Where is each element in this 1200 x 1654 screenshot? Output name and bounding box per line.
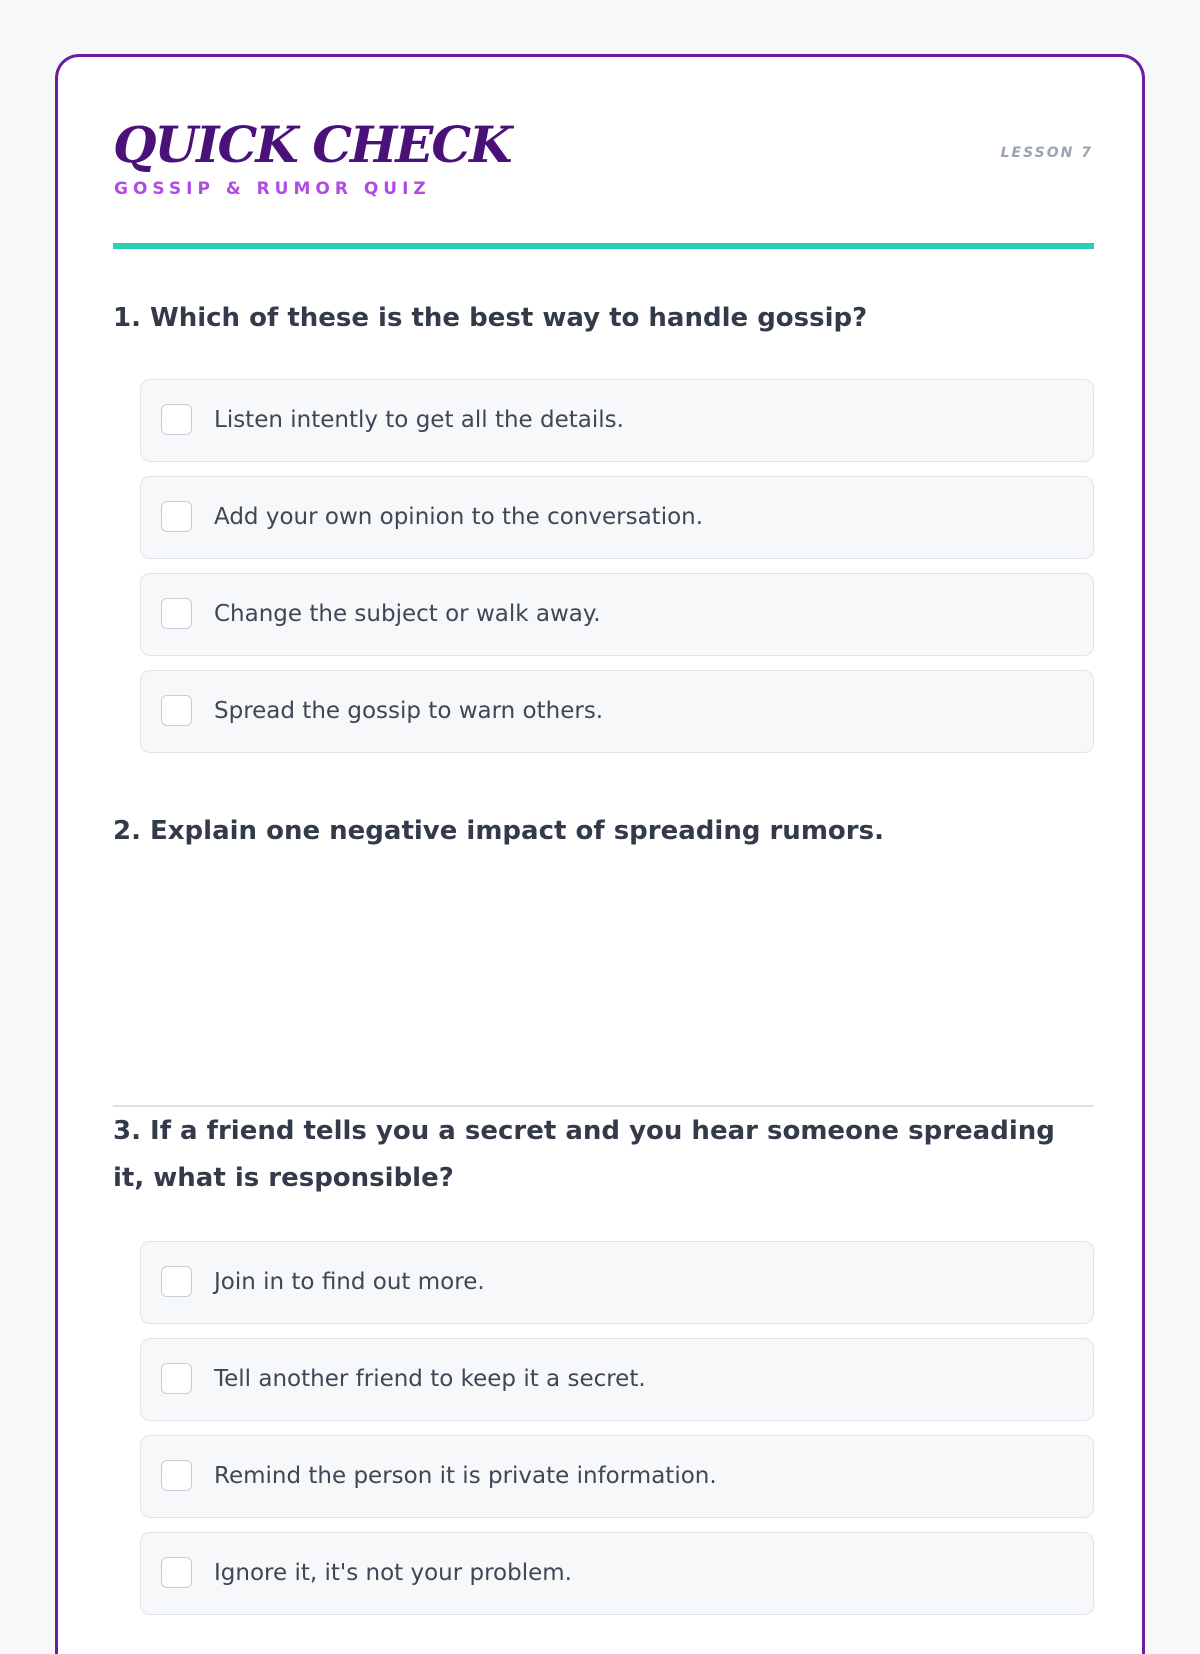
question-2-text: 2. Explain one negative impact of spreading rumors. [113, 816, 884, 846]
question-1-option-b[interactable] [140, 476, 1094, 559]
question-3-option-d[interactable] [140, 1532, 1094, 1615]
question-3-option-a[interactable] [140, 1241, 1094, 1324]
question-2-answer-field[interactable] [113, 907, 1094, 1107]
quiz-card [55, 54, 1145, 1654]
checkbox[interactable] [161, 695, 192, 726]
quiz-title: QUICK CHECK [113, 115, 511, 174]
question-3-options [140, 1241, 1094, 1629]
question-1-text: 1. Which of these is the best way to handle gossip? [113, 303, 868, 333]
option-label: Join in to find out more. [214, 1269, 485, 1295]
quiz-subtitle: GOSSIP & RUMOR QUIZ [114, 179, 431, 199]
question-3-option-b[interactable] [140, 1338, 1094, 1421]
option-label: Add your own opinion to the conversation. [214, 504, 704, 530]
option-label: Ignore it, it's not your problem. [214, 1560, 572, 1586]
question-3-text: 3. If a friend tells you a secret and you hear someone spreading it, what is responsible? [113, 1116, 1055, 1193]
quiz-header [113, 115, 1093, 205]
checkbox[interactable] [161, 501, 192, 532]
question-1-option-a[interactable] [140, 379, 1094, 462]
option-label: Spread the gossip to warn others. [214, 698, 604, 724]
checkbox[interactable] [161, 1557, 192, 1588]
option-label: Change the subject or walk away. [214, 601, 601, 627]
option-label: Tell another friend to keep it a secret. [214, 1366, 646, 1392]
checkbox[interactable] [161, 1266, 192, 1297]
checkbox[interactable] [161, 598, 192, 629]
question-3-option-c[interactable] [140, 1435, 1094, 1518]
option-label: Listen intently to get all the details. [214, 407, 624, 433]
header-divider [113, 243, 1094, 249]
question-1-option-d[interactable] [140, 670, 1094, 753]
option-label: Remind the person it is private information. [214, 1463, 717, 1489]
answer-line [113, 1105, 1094, 1107]
question-1-option-c[interactable] [140, 573, 1094, 656]
lesson-label: LESSON 7 [1000, 145, 1093, 161]
checkbox[interactable] [161, 404, 192, 435]
question-1-options [140, 379, 1094, 767]
checkbox[interactable] [161, 1460, 192, 1491]
checkbox[interactable] [161, 1363, 192, 1394]
